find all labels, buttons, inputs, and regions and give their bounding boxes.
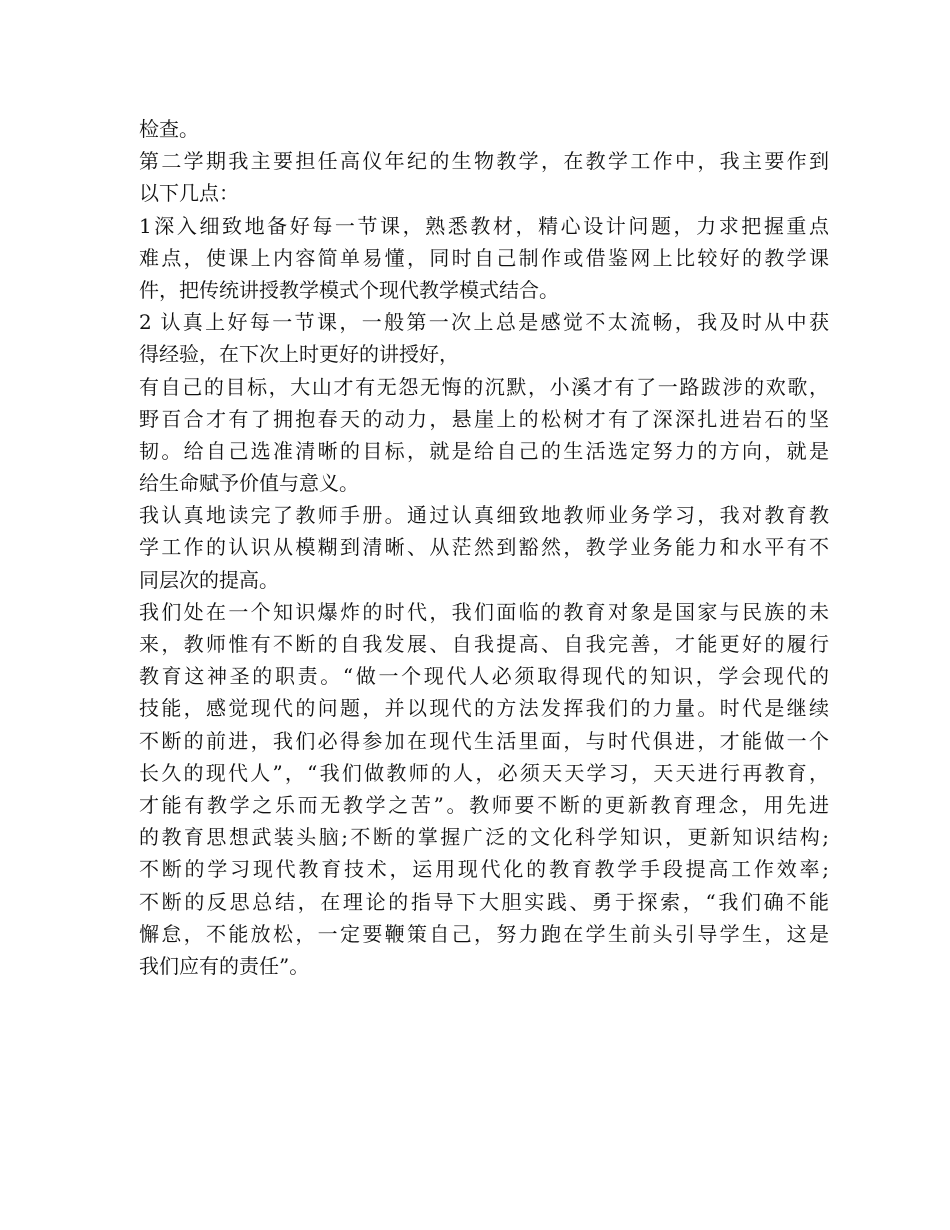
text-line: 不断的前进，我们必得参加在现代生活里面，与时代俱进，才能做一个 [139,728,829,753]
text-line: 同层次的提高。 [139,567,279,592]
text-line: 野百合才有了拥抱春天的动力，悬崖上的松树才有了深深扎进岩石的坚 [139,406,829,431]
text-line: 教育这神圣的职责。“做一个现代人必须取得现代的知识，学会现代的 [139,664,829,689]
text-line: 难点，使课上内容简单易懂，同时自己制作或借鉴网上比较好的教学课 [139,245,829,270]
text-line: 得经验，在下次上时更好的讲授好， [139,342,459,367]
text-line: 懈怠，不能放松，一定要鞭策自己，努力跑在学生前头引导学生，这是 [139,921,829,946]
document-body [139,113,829,982]
text-line: 我们处在一个知识爆炸的时代，我们面临的教育对象是国家与民族的未 [139,599,829,624]
text-line: 我们应有的责任”。 [139,953,310,978]
text-line: 件，把传统讲授教学模式个现代教学模式结合。 [139,277,559,302]
text-line: 给生命赋予价值与意义。 [139,471,359,496]
text-line: 来，教师惟有不断的自我发展、自我提高、自我完善，才能更好的履行 [139,632,829,656]
text-line: 的教育思想武装头脑;不断的掌握广泛的文化科学知识，更新知识结构; [139,825,829,850]
text-line: 不断的反思总结，在理论的指导下大胆实践、勇于探索，“我们确不能 [139,889,829,914]
text-line: 检查。 [139,117,199,141]
text-line: 韧。给自己选准清晰的目标，就是给自己的生活选定努力的方向，就是 [139,438,829,463]
text-line: 长久的现代人”，“我们做教师的人，必须天天学习，天天进行再教育， [139,760,829,785]
text-line: 才能有教学之乐而无教学之苦”。教师要不断的更新教育理念，用先进 [139,792,829,817]
text-line: 2 认真上好每一节课，一般第一次上总是感觉不太流畅，我及时从中获 [139,310,829,335]
text-line: 有自己的目标，大山才有无怨无悔的沉默，小溪才有了一路跋涉的欢歌， [139,374,829,399]
text-line: 以下几点： [139,181,239,206]
text-line: 我认真地读完了教师手册。通过认真细致地教师业务学习，我对教育教 [139,503,829,528]
text-line: 不断的学习现代教育技术，运用现代化的教育教学手段提高工作效率; [139,857,829,882]
text-line: 学工作的认识从模糊到清晰、从茫然到豁然，教学业务能力和水平有不 [139,535,829,560]
text-line: 第二学期我主要担任高仪年纪的生物教学，在教学工作中，我主要作到 [139,149,829,174]
text-line: 技能，感觉现代的问题，并以现代的方法发挥我们的力量。时代是继续 [139,696,829,721]
text-line: 1深入细致地备好每一节课，熟悉教材，精心设计问题，力求把握重点 [139,213,829,238]
